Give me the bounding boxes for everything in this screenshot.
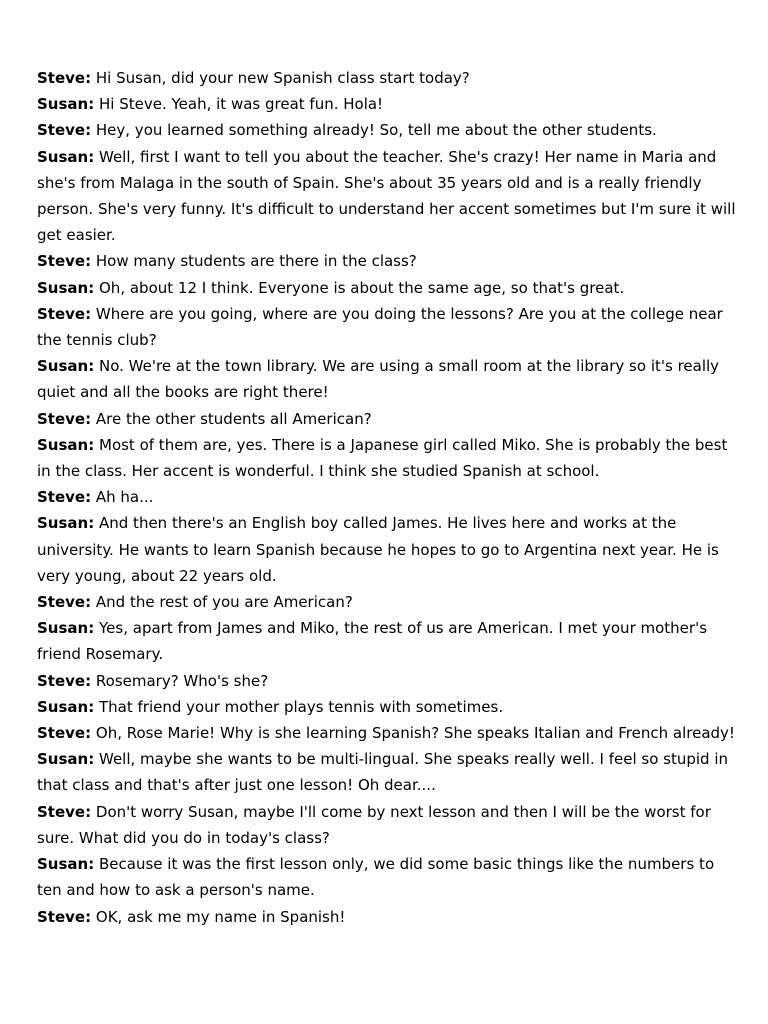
dialogue-line	[37, 799, 737, 851]
speaker-name: Steve:	[37, 671, 92, 690]
speaker-name: Susan:	[37, 95, 95, 114]
dialogue-text: Hey, you learned something already! So, tell me about the other students.	[95, 121, 657, 140]
dialogue-text: Hi Steve. Yeah, it was great fun. Hola!	[99, 95, 384, 114]
dialogue-text: Because it was the first lesson only, we did some basic things like the numbers to ten and how to ask a person's name.	[37, 855, 715, 900]
speaker-name: Susan:	[37, 855, 95, 874]
dialogue-line	[37, 904, 737, 930]
dialogue-text: Oh, about 12 I think. Everyone is about the same age, so that's great.	[99, 278, 625, 297]
dialogue-line	[37, 432, 737, 484]
dialogue-text: Don't worry Susan, maybe I'll come by next lesson and then I will be the worst for sure. What did you do in today's class?	[37, 802, 711, 847]
dialogue-text: Are the other students all American?	[95, 409, 372, 428]
dialogue-text: Hi Susan, did your new Spanish class start today?	[95, 69, 470, 87]
dialogue-line	[37, 144, 737, 249]
dialogue-text: Oh, Rose Marie! Why is she learning Spanish? She speaks Italian and French already!	[95, 724, 735, 743]
dialogue-line	[37, 91, 737, 117]
dialogue-line	[37, 589, 737, 615]
speaker-name: Steve:	[37, 409, 92, 428]
dialogue-line	[37, 484, 737, 510]
dialogue-line	[37, 275, 737, 301]
speaker-name: Steve:	[37, 802, 92, 821]
dialogue-line	[37, 615, 737, 667]
speaker-name: Steve:	[37, 724, 92, 743]
dialogue-text: OK, ask me my name in Spanish!	[95, 907, 346, 926]
speaker-name: Susan:	[37, 697, 95, 716]
dialogue-line	[37, 746, 737, 798]
dialogue-text: And the rest of you are American?	[95, 593, 353, 612]
dialogue-line	[37, 117, 737, 143]
dialogue-text: And then there's an English boy called James. He lives here and works at the university. He wants to learn Spanish because he hopes to go to Argentina next year. He is very young, about 22 years old.	[37, 514, 719, 585]
dialogue-line	[37, 694, 737, 720]
dialogue-line	[37, 353, 737, 405]
dialogue-line	[37, 65, 737, 91]
speaker-name: Susan:	[37, 435, 95, 454]
dialogue-text: Well, first I want to tell you about the teacher. She's crazy! Her name in Maria and she's from Malaga in the south of Spain. She's about 35 years old and is a really friendly person. She's very funny. It's difficult to understand her accent sometimes but I'm sure it will get easier.	[37, 147, 736, 245]
dialogue-text: Yes, apart from James and Miko, the rest of us are American. I met your mother's friend Rosemary.	[37, 619, 708, 664]
speaker-name: Steve:	[37, 488, 92, 507]
dialogue-text: How many students are there in the class?	[95, 252, 417, 271]
dialogue-line	[37, 301, 737, 353]
speaker-name: Susan:	[37, 278, 95, 297]
dialogue-text: Ah ha...	[95, 488, 154, 507]
speaker-name: Steve:	[37, 907, 92, 926]
dialogue-text: Most of them are, yes. There is a Japanese girl called Miko. She is probably the best in the class. Her accent is wonderful. I think she studied Spanish at school.	[37, 435, 728, 481]
speaker-name: Susan:	[37, 514, 95, 533]
speaker-name: Susan:	[37, 619, 95, 638]
dialogue-text: That friend your mother plays tennis with sometimes.	[99, 697, 504, 716]
dialogue-line	[37, 510, 737, 589]
speaker-name: Steve:	[37, 304, 92, 323]
dialogue-line	[37, 851, 737, 903]
speaker-name: Steve:	[37, 593, 92, 612]
dialogue-line	[37, 248, 737, 274]
speaker-name: Steve:	[37, 121, 92, 140]
speaker-name: Susan:	[37, 357, 95, 376]
speaker-name: Steve:	[37, 69, 92, 87]
dialogue-text: No. We're at the town library. We are using a small room at the library so it's really quiet and all the books are right there!	[37, 357, 720, 402]
dialogue-line	[37, 668, 737, 694]
dialogue-line	[37, 720, 737, 746]
dialogue-document	[37, 65, 737, 930]
dialogue-line	[37, 406, 737, 432]
speaker-name: Steve:	[37, 252, 92, 271]
dialogue-text: Where are you going, where are you doing the lessons? Are you at the college near the tennis club?	[37, 304, 723, 350]
speaker-name: Susan:	[37, 147, 95, 166]
dialogue-text: Rosemary? Who's she?	[95, 671, 269, 690]
dialogue-text: Well, maybe she wants to be multi-lingual. She speaks really well. I feel so stupid in that class and that's after just one lesson! Oh dear....	[37, 750, 728, 795]
speaker-name: Susan:	[37, 750, 95, 769]
